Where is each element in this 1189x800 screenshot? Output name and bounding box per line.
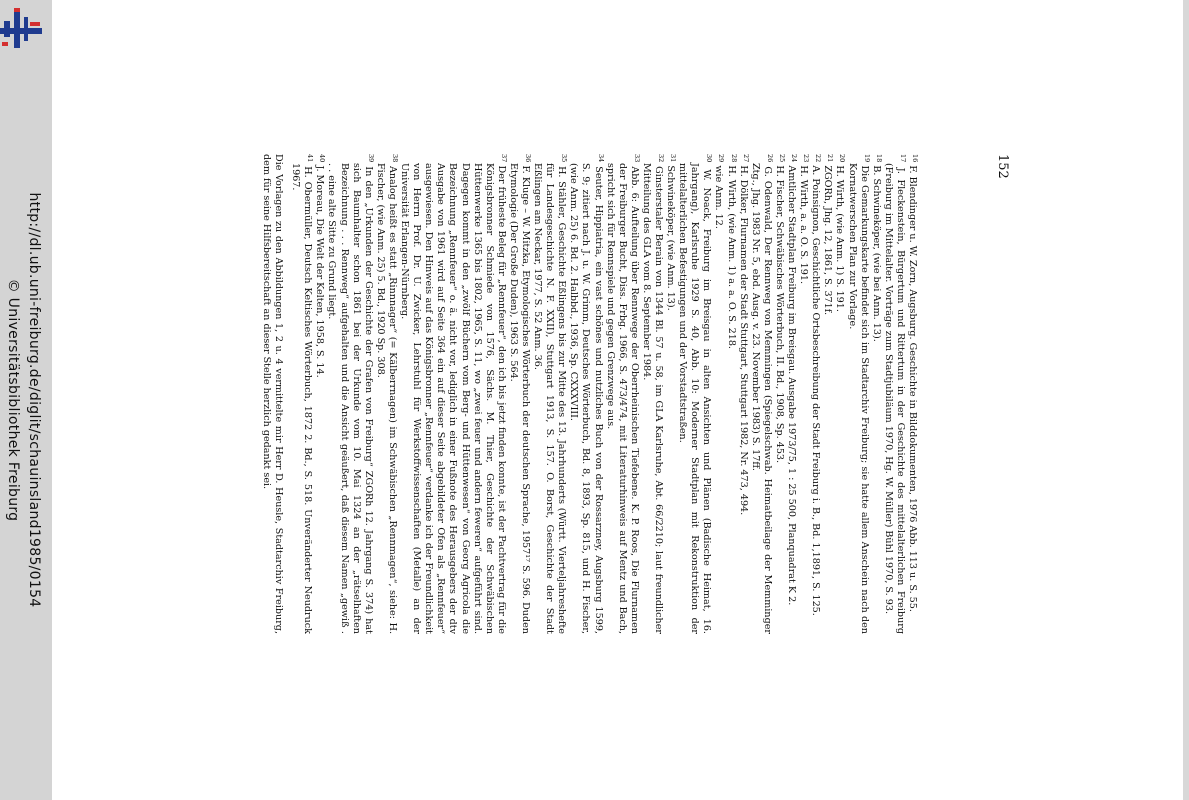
footnote-text: H. Wirth, (wie Anm. 1) S. 191. bbox=[834, 165, 846, 312]
footnote-number: 37 bbox=[499, 154, 508, 163]
footnote-text: wie Anm. 12. bbox=[713, 165, 725, 229]
footnote-text: W. Noack, Freiburg im Breisgau in alten Ansichten und Plänen (Badische Heimat, 16. Jahrgang), Karlsruhe 1929 S. 40, Abb. 10: Moderner Stadtplan mit Rekonstruktion der mittelalterlichen Befestigungen und der Vorstadtstraßen. bbox=[677, 163, 713, 634]
viewer-sidebar bbox=[0, 0, 52, 800]
footnote-text: Der früheste Beleg für „Rennfeuer“, den ich bis jetzt finden konnte, ist der Pachtvertrag für die Königsbronner Schmiede von 1576, Sächs. M. Thier, Geschichte der Schwäbischen Hüttenwerke 1365 bis 1802, 1965, S. 11, wo „zwei feuer und andern feweren“ aufgeführt sind. Dagegen kommt in den „zwölf Büchern vom Berg- und Hüttenwesen“ von Georg Agricola die Bezeichnung „Rennfeuer“ o. ä. nicht vor, lediglich in einer Fußnote des Herausgebers der dtv Ausgabe von 1961 wird auf Seite 364 ein auf dieser Seite abgebildeter Ofen als „Rennfeuer“ ausgewiesen. Den Hinweis auf das Königsbronner „Rennfeuer“ verdanke ich der Freundlichkeit von Herrn Prof. Dr. U. Zwicker, Lehrstuhl für Werkstoffwissenschaften (Metalle) an der Universität Erlangen-Nürnberg. bbox=[399, 163, 507, 634]
footnote bbox=[398, 154, 507, 634]
footnote-number: 28 bbox=[729, 154, 738, 163]
footnote bbox=[833, 154, 845, 634]
footnote-text: H. Wirth, a. a. O. S. 191. bbox=[798, 165, 810, 285]
document-url[interactable]: http://dl.ub.uni-freiburg.de/diglit/schauinsland1985/0154 bbox=[26, 192, 42, 608]
footnote bbox=[374, 154, 398, 634]
footnote-number: 23 bbox=[802, 154, 811, 163]
footnote bbox=[725, 154, 737, 634]
footnotes bbox=[260, 154, 918, 634]
footnote-text: Schwineköper, (wie Anm. 13). bbox=[665, 165, 677, 311]
footnote-number: 20 bbox=[838, 154, 847, 163]
footnote-number: 32 bbox=[657, 154, 666, 163]
footnote-number: 29 bbox=[717, 154, 726, 163]
footnote bbox=[797, 154, 809, 634]
footnote-number: 22 bbox=[814, 154, 823, 163]
footnote bbox=[809, 154, 821, 634]
footnote bbox=[906, 154, 918, 634]
footnote bbox=[773, 154, 785, 634]
footnote-text: F. Kluge – W. Mitzka, Etymologisches Wörterbuch der deutschen Sprache, 1957¹⁷ S. 596. Duden Etymologie (Der Große Duden), 1963 S. 564. bbox=[507, 163, 531, 634]
footnote-number: 36 bbox=[524, 154, 532, 163]
footnote-number: 26 bbox=[765, 154, 774, 163]
footnote-text: Ginsterstaler Berain von 1344 Bl. 57 u. 58, im GLA Karlsruhe, Abt. 66/2210; laut freundlicher Mitteilung des GLA vom 8. September 1984. bbox=[640, 163, 665, 634]
scrollbar-edge[interactable] bbox=[1183, 0, 1189, 800]
footnote-number: 31 bbox=[669, 154, 678, 163]
footnote-text: G. Odenwald, Der Rennweg von Memmingen (Spiegelschwab. Heimatbeilage der Memminger Ztg., Jhg. 1983 Nr. 5, ebd. Ausg. v. 23. November 1983) S. 17ff. bbox=[749, 163, 773, 634]
footnote bbox=[821, 154, 833, 634]
copyright-notice: © Universitätsbibliothek Freiburg bbox=[5, 278, 21, 522]
footnote-text: A. Poinsignon, Geschichtliche Ortsbeschreibung der Stadt Freiburg i. B., Bd. 1,1891, S. 125. bbox=[810, 165, 822, 616]
footnote-number: 33 bbox=[632, 154, 641, 163]
footnote bbox=[737, 154, 749, 634]
footnote-number: 19 bbox=[862, 154, 871, 163]
footnote-text: H. Obermüller, Deutsch Keltisches Wörterbuch, 1872 2. Bd., S. 518. Unveränderter Neudruck 1967. bbox=[290, 163, 314, 634]
page-number: 152 bbox=[995, 154, 1010, 179]
footnote bbox=[664, 154, 676, 634]
footnote-number: 27 bbox=[741, 154, 750, 163]
footnote-text: F. Blendinger u. W. Zorn, Augsburg. Geschichte in Bilddokumenten, 1976 Abb. 113 u. S. 55. bbox=[907, 165, 918, 612]
footnote bbox=[567, 154, 603, 634]
footnote bbox=[676, 154, 712, 634]
footnote bbox=[531, 154, 567, 634]
footnote bbox=[604, 154, 640, 634]
footnote-text: B. Schwineköper, (wie bei Anm. 13). bbox=[870, 165, 882, 342]
footnote bbox=[749, 154, 773, 634]
footnote bbox=[882, 154, 906, 634]
footnote-number: 24 bbox=[790, 154, 799, 163]
footnote-number: 30 bbox=[705, 154, 714, 163]
footnote-text: Amtlicher Stadtplan Freiburg im Breisgau. Ausgabe 1973/75, 1 : 25 500, Planquadrat K 2. bbox=[786, 165, 798, 606]
footnote-number: 34 bbox=[596, 154, 605, 163]
footnote-text: In den „Urkunden der Geschichte der Grafen von Freiburg“ ZGORh 12. Jahrgang S. 374) hat sich Baumhalter schon 1861 bei der Urkunde vom 10. Mai 1324 an der „rätselhaften Bezeichnung . . . Rennweg“ aufgehalten und die Ansicht geäußert, daß diesem Namen „gewiß . . . eine alte Sitte zu Grund liegt. bbox=[326, 163, 374, 634]
footnote bbox=[785, 154, 797, 634]
footnote-number: 40 bbox=[318, 154, 327, 163]
footnote-text: ZGORh, Jhg. 12, 1861, S. 371f. bbox=[822, 165, 834, 316]
image-credit: Die Vorlagen zu den Abbildungen 1, 2 u. 4 vermittelte mir Herr D. Heusle, Stadtarchiv Freiburg, dem für seine Hilfsbereitschaft an dieser Stelle herzlich gedankt sei. bbox=[261, 154, 285, 634]
scanned-page bbox=[250, 154, 1010, 634]
ub-freiburg-logo-icon[interactable] bbox=[0, 8, 44, 50]
footnote bbox=[289, 154, 313, 634]
footnote bbox=[845, 154, 869, 634]
footnote bbox=[325, 154, 373, 634]
footnote-number: 16 bbox=[911, 154, 919, 163]
footnote-number: 38 bbox=[390, 154, 399, 163]
footnote-text: Seuter, Hippiatria, ein vast schönes und nutzliches Buch von der Rossarzney, Augsburg 1599, S. 9; zitiert nach J. u. W. Grimm, Deutsches Wörterbuch, Bd. 8, 1893, Sp. 815, und H. Fischer, (wie Anm. 25) 6. Bd. 2. Halbbd., 1936, Sp. CXXXVIII. bbox=[568, 163, 604, 634]
footnote-number: 25 bbox=[777, 154, 786, 163]
footnote-text: Abb. 6: Aufteilung über Rennwege der Oberrheinischen Tiefebene. K. P. Roos, Die Flurnamen der Freiburger Bucht, Diss. Frbg. 1966, S. 473/474, mit Literaturhinweis auf Mentz und Bach, spricht sich für Rennspiele und gegen Grenzwege aus. bbox=[604, 163, 640, 634]
footnote bbox=[870, 154, 882, 634]
page-content-rotated bbox=[250, 154, 1010, 634]
footnote-number: 35 bbox=[560, 154, 569, 163]
footnote bbox=[712, 154, 724, 634]
footnote-text: H. Fischer, Schwäbisches Wörterbuch, II. Bd., 1908, Sp. 453. bbox=[773, 165, 785, 464]
footnote-text: J. Moreau, Die Welt der Kelten, 1958, S. 14. bbox=[314, 165, 326, 378]
footnote-text: H. Dölker, Flurnamen der Stadt Stuttgart, Stuttgart 1982, Nr. 473, 494. bbox=[737, 165, 749, 516]
footnote-text: H. Stähler, Geschichte Eßlingens bis zur Mitte des 13. Jahrhunderts (Württ. Vierteljahreshefte für Landesgeschichte N. F. XXII), Stuttgart 1913, S. 157. O. Borst, Geschichte der Stadt Eßlingen am Neckar, 1977, S. 52 Anm. 36. bbox=[532, 163, 568, 634]
footnote bbox=[313, 154, 325, 634]
footnote-number: 18 bbox=[874, 154, 883, 163]
footnote-text: H. Wirth, (wie Anm. 1) a. a. O. S. 218. bbox=[725, 165, 737, 349]
footnote-text: Analog heißt es statt „Rinnnager“ (= Kälberrnagen) im Schwäbischen „Rennmagen“, siehe: H. Fischer, (wie Anm. 25) 5. Bd., 1920 Sp. 308. bbox=[374, 163, 398, 634]
footnote-number: 39 bbox=[366, 154, 375, 163]
footnote bbox=[640, 154, 664, 634]
footnote bbox=[507, 154, 531, 634]
footnote-number: 17 bbox=[898, 154, 907, 163]
footnote-text: Die Gemarkungskarte befindet sich im Stadtarchiv Freiburg; sie hatte allem Anschein nach den Kornatwerschen Plan zur Vorlage. bbox=[846, 163, 870, 634]
footnote-number: 21 bbox=[826, 154, 835, 163]
footnote-text: J. Fleckenstein, Bürgertum und Rittertum in der Geschichte des mittelalterlichen Freiburg (Freiburg im Mittelalter. Vorträge zum Stadtjubiläum 1970, Hg. W. Müller) Bühl 1970, S. 93. bbox=[882, 163, 906, 634]
footnote-number: 41 bbox=[306, 154, 315, 163]
